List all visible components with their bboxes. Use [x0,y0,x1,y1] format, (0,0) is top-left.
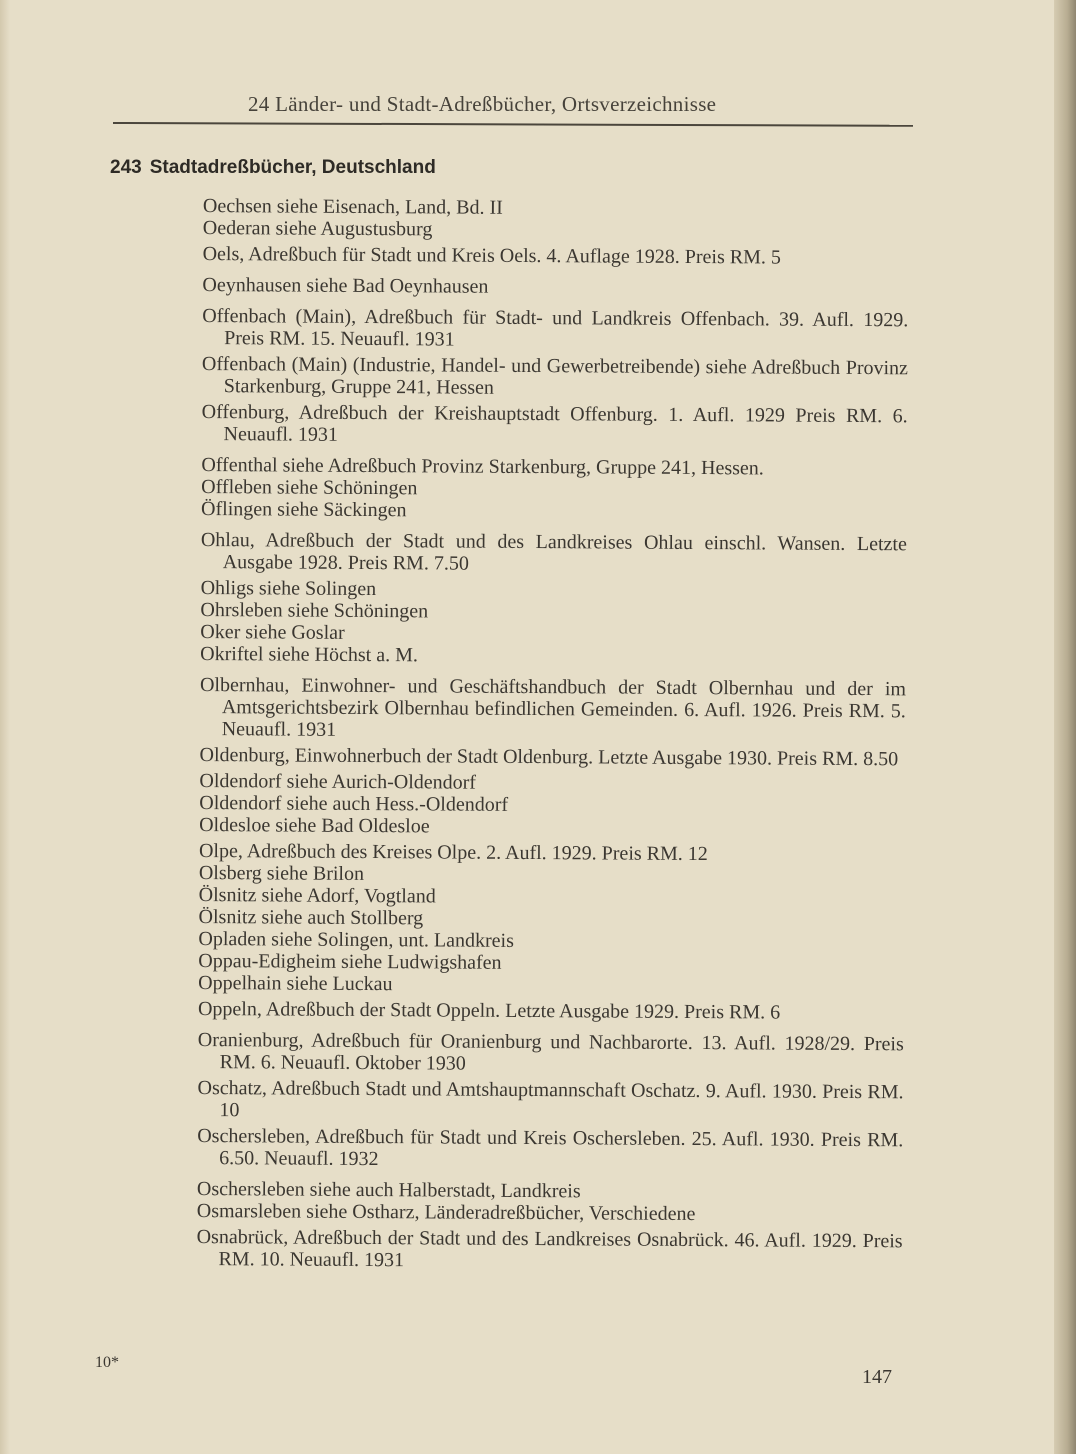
entry: Offenbach (Main), Adreßbuch für Stadt- und Landkreis Offenbach. 39. Aufl. 1929. Preis RM. 15. Neuaufl. 1931 [202,304,909,351]
section-number: 243 [110,157,142,178]
entry: Oppelhain siehe Luckau [198,971,393,996]
signature-mark: 10* [95,1354,119,1371]
entry: Oechsen siehe Eisenach, Land, Bd. II [202,195,503,219]
entry: Oldenburg, Einwohnerbuch der Stadt Oldenburg. Letzte Ausgabe 1930. Preis RM. 8.50 [199,743,899,771]
entry: Olsberg siehe Brilon [198,861,365,885]
entry: Offenburg, Adreßbuch der Kreishauptstadt Offenburg. 1. Aufl. 1929 Preis RM. 6. Neuaufl. 1931 [201,400,908,446]
entry: Offleben siehe Schöningen [201,475,418,500]
entry: Ölsnitz siehe auch Stollberg [198,905,424,930]
entry: Oederan siehe Augustusburg [202,216,433,241]
entry: Oppeln, Adreßbuch der Stadt Oppeln. Letzte Ausgabe 1929. Preis RM. 6 [197,997,781,1024]
running-head: 24 Länder- und Stadt-Adreßbücher, Ortsverzeichnisse [248,92,717,116]
entry: Ölsnitz siehe Adorf, Vogtland [198,883,436,908]
page-number: 147 [862,1366,892,1388]
section-title: Stadtadreßbücher, Deutschland [149,157,436,178]
entry: Öflingen siehe Säckingen [201,497,407,522]
entry: Offenthal siehe Adreßbuch Provinz Starkenburg, Gruppe 241, Hessen. [201,453,764,480]
entry: Oschersleben, Adreßbuch für Stadt und Kreis Oschersleben. 25. Aufl. 1930. Preis RM. 6.50. Neuaufl. 1932 [197,1124,904,1171]
entry: Oldendorf siehe Aurich-Oldendorf [199,769,477,794]
entry: Okriftel siehe Höchst a. M. [200,642,418,667]
entry: Ohlau, Adreßbuch der Stadt und des Landkreises Ohlau einschl. Wansen. Letzte Ausgabe 1928. Preis RM. 7.50 [200,528,907,575]
entry: Oppau-Edigheim siehe Ludwigshafen [198,949,502,974]
header-rule [113,122,913,127]
entry: Opladen siehe Solingen, unt. Landkreis [198,927,515,952]
entry: Offenbach (Main) (Industrie, Handel- und Gewerbetreibende) siehe Adreßbuch Provinz Starkenburg, Gruppe 241, Hessen [201,352,909,399]
page-edge-right [1054,0,1076,1454]
entry: Olpe, Adreßbuch des Kreises Olpe. 2. Aufl. 1929. Preis RM. 12 [198,839,708,866]
entry-list [196,195,909,1274]
entry: Oels, Adreßbuch für Stadt und Kreis Oels. 4. Auflage 1928. Preis RM. 5 [202,242,781,269]
entry: Ohrsleben siehe Schöningen [200,598,429,623]
entry: Osnabrück, Adreßbuch der Stadt und des Landkreises Osnabrück. 46. Aufl. 1929. Preis RM. 10. Neuaufl. 1931 [196,1225,903,1272]
page-edge-left [0,0,10,1454]
entry: Oranienburg, Adreßbuch für Oranienburg und Nachbarorte. 13. Aufl. 1928/29. Preis RM. 6. Neuaufl. Oktober 1930 [197,1028,904,1075]
entry: Oschatz, Adreßbuch Stadt und Amtshauptmannschaft Oschatz. 9. Aufl. 1930. Preis RM. 10 [197,1076,904,1122]
entry: Oeynhausen siehe Bad Oeynhausen [202,273,489,298]
entry: Ohligs siehe Solingen [200,576,377,601]
section-heading [110,157,436,179]
entry: Oldendorf siehe auch Hess.-Oldendorf [199,791,509,816]
entry: Oschersleben siehe auch Halberstadt, Landkreis [196,1177,581,1203]
entry: Oldesloe siehe Bad Oldesloe [199,813,430,838]
entry: Osmarsleben siehe Ostharz, Länderadreßbücher, Verschiedene [196,1199,696,1226]
entry: Olbernhau, Einwohner- und Geschäftshandbuch der Stadt Olbernhau und der im Amtsgerichtsbezirk Olbernhau befindlichen Gemeinden. 6. Aufl. 1926. Preis RM. 5. Neuaufl. 1931 [199,673,907,741]
entry: Oker siehe Goslar [200,620,345,644]
